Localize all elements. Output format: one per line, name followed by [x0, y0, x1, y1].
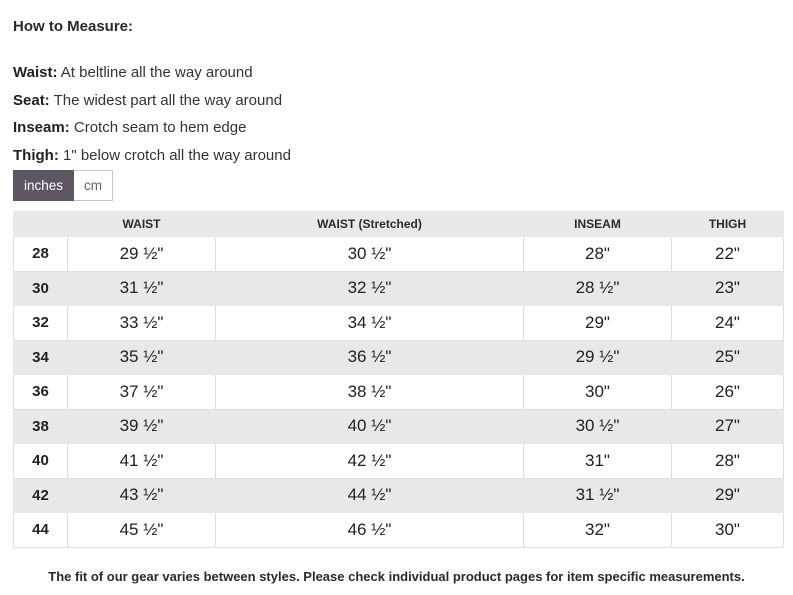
cm-button[interactable]: cm — [74, 170, 113, 201]
table-row — [14, 375, 784, 410]
inseam-cell: 29" — [524, 306, 672, 341]
header-thigh: THIGH — [672, 212, 784, 237]
inseam-cell: 32" — [524, 513, 672, 548]
definition-text: The widest part all the way around — [53, 91, 283, 109]
thigh-cell: 27" — [672, 409, 784, 444]
thigh-cell: 23" — [672, 271, 784, 306]
how-to-measure-heading: How to Measure: — [13, 18, 134, 35]
header-inseam: INSEAM — [524, 212, 672, 237]
waist-stretched-cell: 36 ½" — [216, 340, 524, 375]
size-cell: 38 — [14, 409, 68, 444]
inseam-cell: 28" — [524, 237, 672, 272]
table-row — [14, 306, 784, 341]
waist-stretched-cell: 42 ½" — [216, 444, 524, 479]
size-cell: 34 — [14, 340, 68, 375]
size-cell: 42 — [14, 478, 68, 513]
waist-stretched-cell: 40 ½" — [216, 409, 524, 444]
table-row — [14, 409, 784, 444]
waist-cell: 41 ½" — [68, 444, 216, 479]
waist-stretched-cell: 34 ½" — [216, 306, 524, 341]
thigh-cell: 28" — [672, 444, 784, 479]
header-size — [14, 212, 68, 237]
inches-button[interactable]: inches — [13, 170, 74, 201]
inseam-cell: 30 ½" — [524, 409, 672, 444]
thigh-cell: 26" — [672, 375, 784, 410]
table-row — [14, 513, 784, 548]
waist-cell: 45 ½" — [68, 513, 216, 548]
thigh-cell: 30" — [672, 513, 784, 548]
waist-stretched-cell: 46 ½" — [216, 513, 524, 548]
inseam-cell: 29 ½" — [524, 340, 672, 375]
definition-thigh — [13, 145, 291, 173]
table-row — [14, 271, 784, 306]
header-waist: WAIST — [68, 212, 216, 237]
waist-cell: 31 ½" — [68, 271, 216, 306]
definition-text: 1" below crotch all the way around — [63, 147, 291, 165]
thigh-cell: 25" — [672, 340, 784, 375]
definition-seat — [13, 90, 291, 118]
definition-term: Seat: — [13, 91, 50, 109]
inseam-cell: 31" — [524, 444, 672, 479]
waist-cell: 35 ½" — [68, 340, 216, 375]
size-cell: 36 — [14, 375, 68, 410]
waist-cell: 39 ½" — [68, 409, 216, 444]
waist-stretched-cell: 30 ½" — [216, 237, 524, 272]
size-chart-table — [13, 211, 784, 548]
inseam-cell: 28 ½" — [524, 271, 672, 306]
definition-text: At beltline all the way around — [60, 64, 253, 81]
thigh-cell: 29" — [672, 478, 784, 513]
measurement-definitions — [13, 62, 291, 173]
waist-stretched-cell: 44 ½" — [216, 478, 524, 513]
waist-stretched-cell: 32 ½" — [216, 271, 524, 306]
definition-text: Crotch seam to hem edge — [73, 119, 247, 137]
size-cell: 40 — [14, 444, 68, 479]
table-row — [14, 340, 784, 375]
table-row — [14, 478, 784, 513]
inseam-cell: 31 ½" — [524, 478, 672, 513]
size-cell: 30 — [14, 271, 68, 306]
waist-cell: 43 ½" — [68, 478, 216, 513]
definition-term: Waist: — [13, 64, 58, 81]
waist-cell: 37 ½" — [68, 375, 216, 410]
size-cell: 44 — [14, 513, 68, 548]
table-row — [14, 444, 784, 479]
waist-cell: 33 ½" — [68, 306, 216, 341]
definition-inseam — [13, 117, 291, 145]
definition-waist — [13, 62, 291, 90]
thigh-cell: 24" — [672, 306, 784, 341]
inseam-cell: 30" — [524, 375, 672, 410]
table-header-row — [14, 212, 784, 237]
definition-term: Thigh: — [13, 147, 59, 165]
unit-toggle — [13, 170, 113, 201]
fit-footnote: The fit of our gear varies between styles. Please check individual product pages for item specific measurements. — [48, 569, 745, 584]
table-row — [14, 237, 784, 272]
size-cell: 32 — [14, 306, 68, 341]
definition-term: Inseam: — [13, 119, 70, 137]
header-waist-stretched: WAIST (Stretched) — [216, 212, 524, 237]
waist-stretched-cell: 38 ½" — [216, 375, 524, 410]
size-cell: 28 — [14, 237, 68, 272]
thigh-cell: 22" — [672, 237, 784, 272]
waist-cell: 29 ½" — [68, 237, 216, 272]
